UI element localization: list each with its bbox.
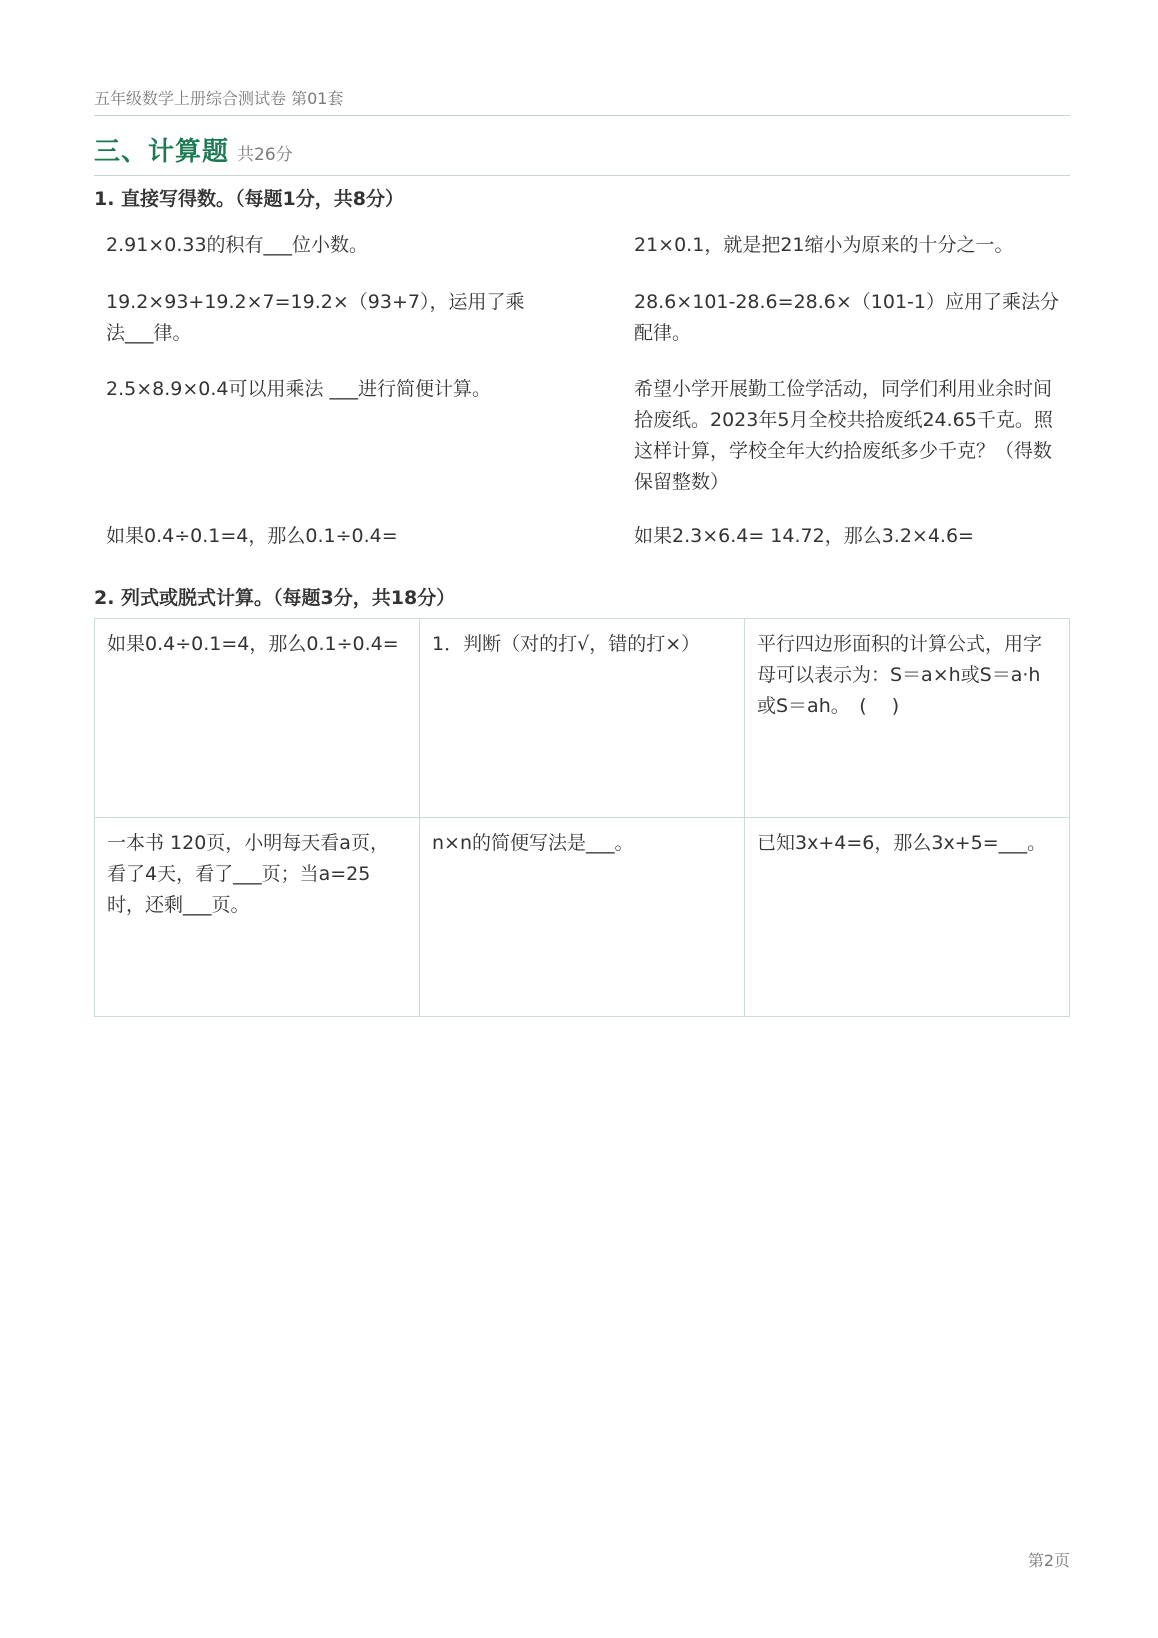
q1-item-1: 2.91×0.33的积有___位小数。 (106, 234, 369, 256)
grid-cell-2: 1．判断（对的打√，错的打×） (420, 619, 745, 818)
section-title (94, 131, 293, 168)
question-2-grid (94, 618, 1070, 1017)
grid-cell-6: 已知3x+4=6，那么3x+5=___。 (745, 818, 1070, 1017)
q1-item-8: 如果2.3×6.4= 14.72，那么3.2×4.6= (634, 525, 974, 547)
question-1-heading: 1. 直接写得数。（每题1分，共8分） (94, 188, 404, 210)
q1-item-3: 19.2×93+19.2×7=19.2×（93+7），运用了乘法___律。 (106, 291, 525, 344)
grid-cell-4: 一本书 120页，小明每天看a页，看了4天，看了___页；当a=25时，还剩___页。 (95, 818, 420, 1017)
grid-cell-1: 如果0.4÷0.1=4，那么0.1÷0.4= (95, 619, 420, 818)
grid-row (95, 619, 1070, 818)
page-number: 第2页 (1027, 1551, 1070, 1570)
grid-cell-5: n×n的简便写法是___。 (420, 818, 745, 1017)
q1-item-2: 21×0.1，就是把21缩小为原来的十分之一。 (634, 234, 1014, 256)
grid-cell-3: 平行四边形面积的计算公式，用字母可以表示为：S＝a×h或S＝a·h或S＝ah。 ( ) (745, 619, 1070, 818)
q1-item-4: 28.6×101-28.6=28.6×（101-1）应用了乘法分配律。 (634, 291, 1060, 344)
q1-item-6: 希望小学开展勤工俭学活动，同学们利用业余时间拾废纸。2023年5月全校共拾废纸24.65千克。照这样计算，学校全年大约拾废纸多少千克？（得数保留整数） (634, 378, 1053, 493)
question-2-heading: 2. 列式或脱式计算。（每题3分，共18分） (94, 587, 456, 609)
q1-item-5: 2.5×8.9×0.4可以用乘法 ___进行简便计算。 (106, 378, 492, 400)
header-divider (94, 115, 1070, 116)
grid-row (95, 818, 1070, 1017)
section-score: 共26分 (237, 145, 293, 165)
running-header: 五年级数学上册综合测试卷 第01套 (94, 89, 344, 108)
section-title-text: 三、计算题 (94, 137, 230, 167)
section-divider (94, 175, 1070, 176)
q1-item-7: 如果0.4÷0.1=4，那么0.1÷0.4= (106, 525, 398, 547)
